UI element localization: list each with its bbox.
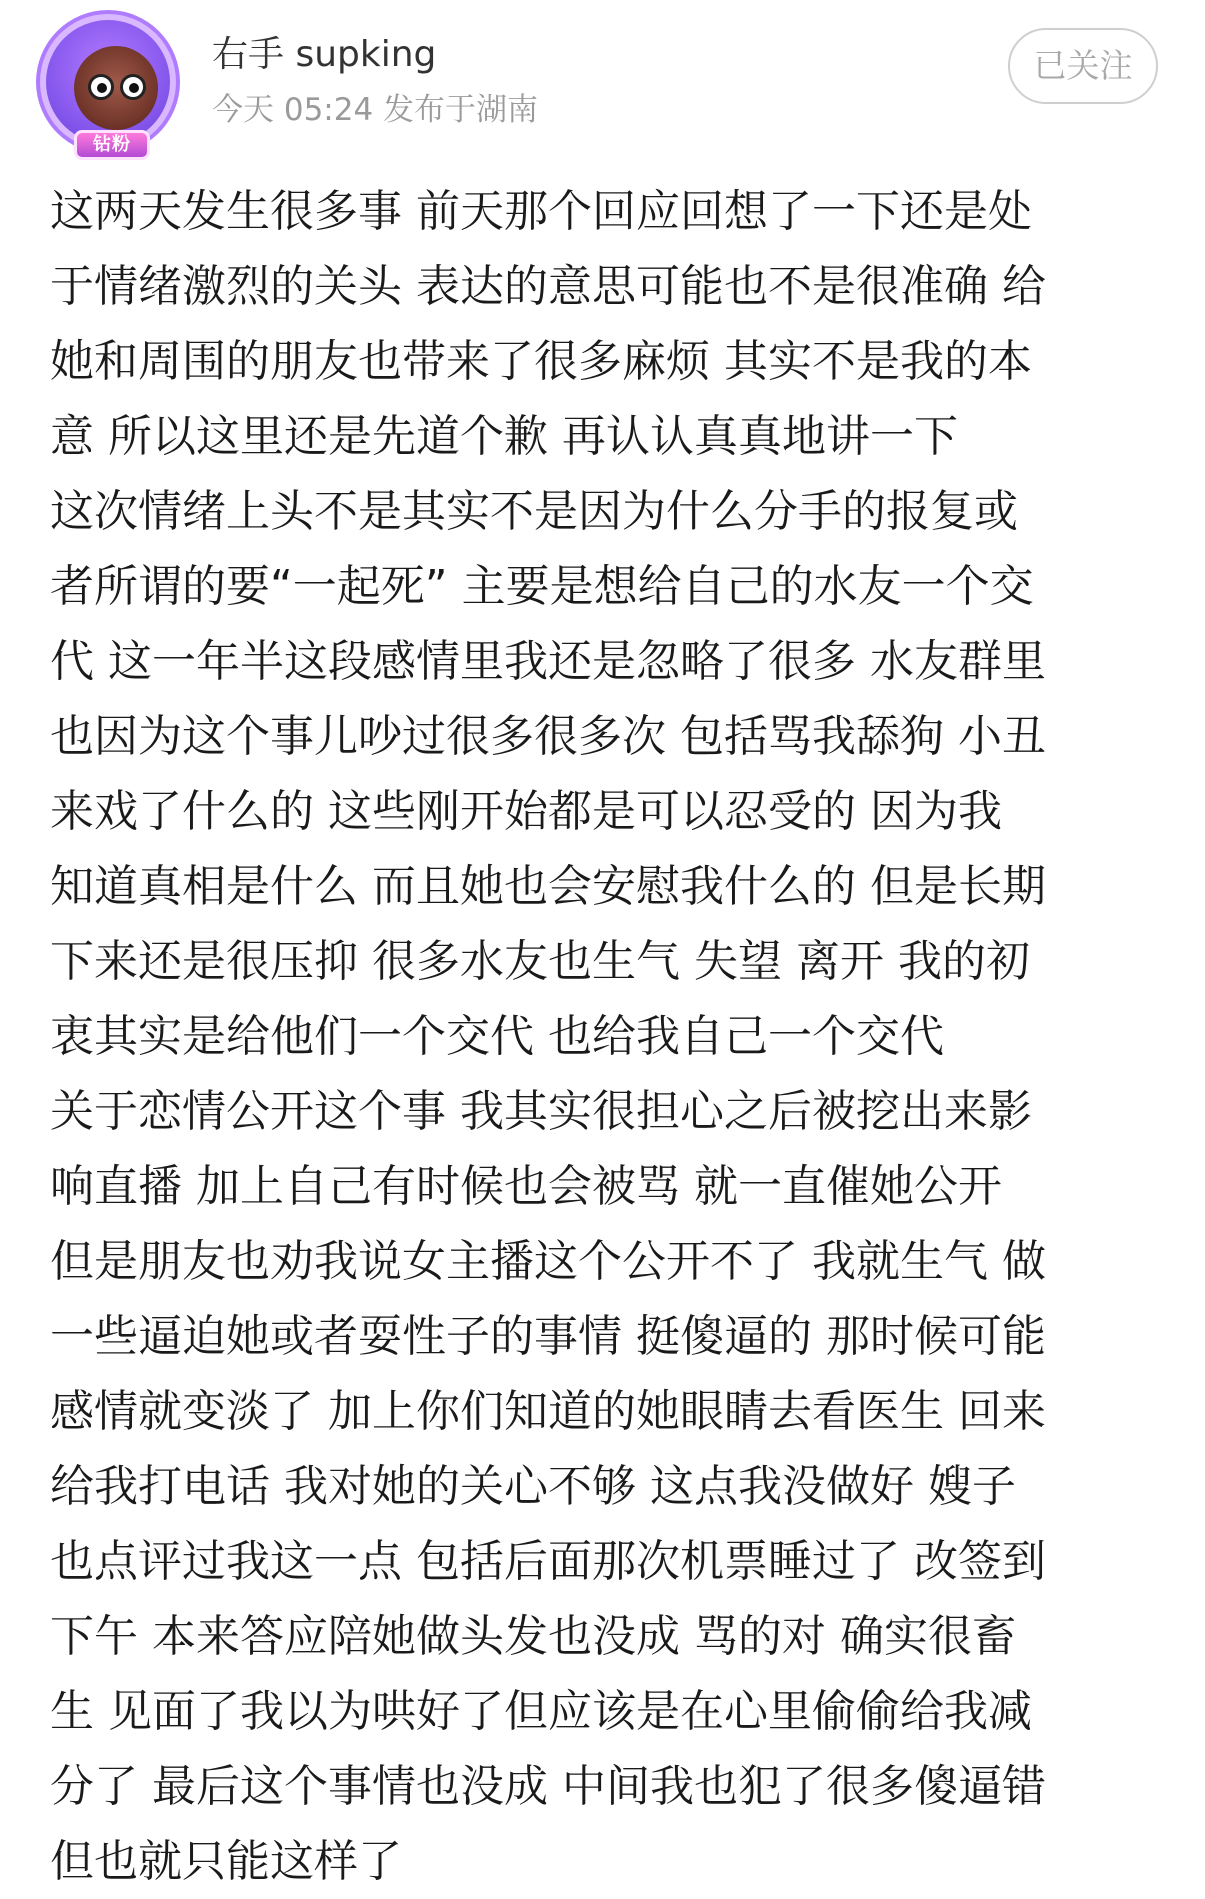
eye-icon: [88, 74, 114, 100]
eye-icon: [120, 74, 146, 100]
text-line: 生 见面了我以为哄好了但应该是在心里偷偷给我减: [50, 1686, 1032, 1737]
avatar-frame: [46, 20, 170, 144]
text-line: 分了 最后这个事情也没成 中间我也犯了很多傻逼错: [50, 1761, 1046, 1812]
text-line: 意 所以这里还是先道个歉 再认认真真地讲一下: [50, 411, 958, 462]
text-line: 一些逼迫她或者耍性子的事情 挺傻逼的 那时候可能: [50, 1311, 1046, 1362]
text-line: 代 这一年半这段感情里我还是忽略了很多 水友群里: [50, 636, 1046, 687]
text-line: 衷其实是给他们一个交代 也给我自己一个交代: [50, 1011, 944, 1062]
text-line: 她和周围的朋友也带来了很多麻烦 其实不是我的本: [50, 336, 1032, 387]
text-line: 下午 本来答应陪她做头发也没成 骂的对 确实很畜: [50, 1611, 1016, 1662]
post-meta: 今天 05:24 发布于湖南: [212, 92, 539, 128]
post-body: [50, 174, 1170, 1899]
avatar-character-icon: [74, 46, 158, 130]
text-line: 这两天发生很多事 前天那个回应回想了一下还是处: [50, 186, 1032, 237]
text-line: 也点评过我这一点 包括后面那次机票睡过了 改签到: [50, 1536, 1046, 1587]
avatar[interactable]: [38, 12, 188, 162]
text-line: 也因为这个事儿吵过很多很多次 包括骂我舔狗 小丑: [50, 711, 1046, 762]
post-header: [0, 0, 1205, 170]
text-line: 者所谓的要“一起死” 主要是想给自己的水友一个交: [50, 561, 1034, 612]
text-line: 但也就只能这样了: [50, 1836, 402, 1887]
text-line: 知道真相是什么 而且她也会安慰我什么的 但是长期: [50, 861, 1046, 912]
follow-button[interactable]: 已关注: [1008, 28, 1158, 104]
text-line: 给我打电话 我对她的关心不够 这点我没做好 嫂子: [50, 1461, 1016, 1512]
username[interactable]: 右手 supking: [212, 34, 437, 75]
text-line: 这次情绪上头不是其实不是因为什么分手的报复或: [50, 486, 1018, 537]
text-line: 但是朋友也劝我说女主播这个公开不了 我就生气 做: [50, 1236, 1046, 1287]
text-line: 响直播 加上自己有时候也会被骂 就一直催她公开: [50, 1161, 1002, 1212]
text-line: 下来还是很压抑 很多水友也生气 失望 离开 我的初: [50, 936, 1030, 987]
text-line: 来戏了什么的 这些刚开始都是可以忍受的 因为我: [50, 786, 1002, 837]
text-line: 关于恋情公开这个事 我其实很担心之后被挖出来影: [50, 1086, 1032, 1137]
fan-badge: 钻粉: [74, 130, 150, 160]
text-line: 于情绪激烈的关头 表达的意思可能也不是很准确 给: [50, 261, 1046, 312]
text-line: 感情就变淡了 加上你们知道的她眼睛去看医生 回来: [50, 1386, 1046, 1437]
